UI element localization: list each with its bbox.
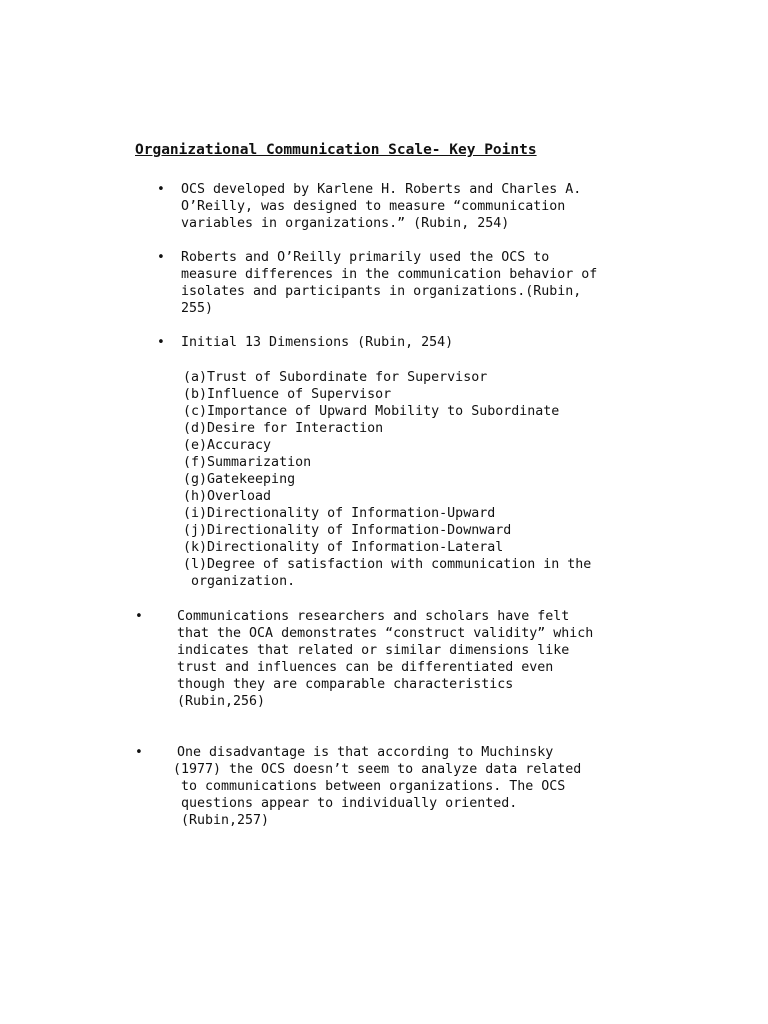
dimension-item: (j)Directionality of Information-Downward xyxy=(183,523,512,538)
bullet-5-line: to communications between organizations. The OCS xyxy=(173,779,566,794)
bullet-3-marker: • xyxy=(157,335,165,350)
bullet-3-heading: Initial 13 Dimensions (Rubin, 254) xyxy=(181,335,454,350)
bullet-2-line: measure differences in the communication behavior of xyxy=(181,267,598,282)
bullet-5-marker: • xyxy=(135,745,143,760)
bullet-2-line: Roberts and O’Reilly primarily used the OCS to xyxy=(181,250,550,265)
bullet-1-marker: • xyxy=(157,182,165,197)
dimension-item: (b)Influence of Supervisor xyxy=(183,387,392,402)
dimension-item: (h)Overload xyxy=(183,489,272,504)
bullet-2-line: 255) xyxy=(181,301,214,316)
bullet-1-line: OCS developed by Karlene H. Roberts and Charles A. xyxy=(181,182,582,197)
bullet-4-line: indicates that related or similar dimensions like xyxy=(177,643,570,658)
dimension-item: (i)Directionality of Information-Upward xyxy=(183,506,496,521)
bullet-5-line: One disadvantage is that according to Muchinsky xyxy=(177,745,554,760)
bullet-1-line: O’Reilly, was designed to measure “communication xyxy=(181,199,566,214)
dimension-item: (l)Degree of satisfaction with communication in the xyxy=(183,557,592,572)
bullet-5-line: questions appear to individually oriented. xyxy=(173,796,518,811)
bullet-4-line: Communications researchers and scholars have felt xyxy=(177,609,570,624)
bullet-5-line: (Rubin,257) xyxy=(173,813,270,828)
dimension-item: organization. xyxy=(183,574,296,589)
bullet-4-line: (Rubin,256) xyxy=(177,694,266,709)
bullet-4-marker: • xyxy=(135,609,143,624)
bullet-5-line: (1977) the OCS doesn’t seem to analyze data related xyxy=(173,762,582,777)
bullet-1-line: variables in organizations.” (Rubin, 254) xyxy=(181,216,510,231)
dimension-item: (c)Importance of Upward Mobility to Subordinate xyxy=(183,404,560,419)
bullet-2-marker: • xyxy=(157,250,165,265)
dimension-item: (g)Gatekeeping xyxy=(183,472,296,487)
bullet-4-line: though they are comparable characteristics xyxy=(177,677,514,692)
dimension-item: (a)Trust of Subordinate for Supervisor xyxy=(183,370,488,385)
bullet-4-line: that the OCA demonstrates “construct validity” which xyxy=(177,626,594,641)
bullet-4-line: trust and influences can be differentiated even xyxy=(177,660,554,675)
bullet-2-line: isolates and participants in organizations.(Rubin, xyxy=(181,284,582,299)
dimension-item: (k)Directionality of Information-Lateral xyxy=(183,540,504,555)
dimension-item: (f)Summarization xyxy=(183,455,312,470)
document-title: Organizational Communication Scale- Key Points xyxy=(135,142,537,158)
dimension-item: (d)Desire for Interaction xyxy=(183,421,384,436)
dimension-item: (e)Accuracy xyxy=(183,438,272,453)
